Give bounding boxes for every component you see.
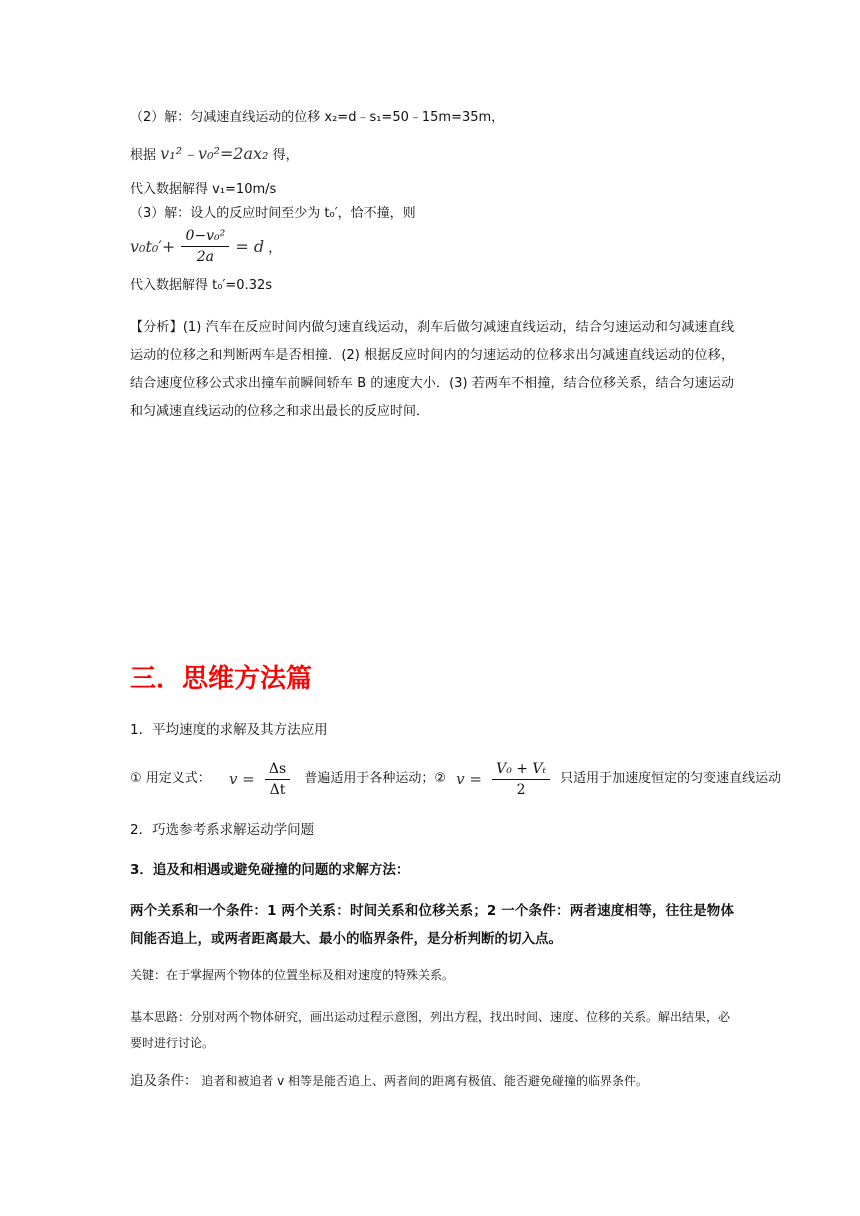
velocity-displacement-formula: v₁²﹣v₀²=2ax₂ — [160, 144, 269, 163]
solution-3-line-3: 代入数据解得 t₀′=0.32s — [130, 278, 273, 293]
definition-prefix: ① 用定义式： — [130, 771, 211, 786]
formula-left: v₀t₀′+ — [130, 237, 176, 256]
definition-denominator: Δt — [269, 781, 286, 798]
average-denominator: 2 — [516, 781, 526, 798]
average-fraction — [492, 759, 550, 800]
analysis-paragraph: 【分析】(1) 汽车在反应时间内做匀速直线运动，刹车后做匀减速直线运动，结合匀速运动和匀减速直线运动的位移之和判断两车是否相撞．(2) 根据反应时间内的匀速运动的位移求出匀减速直线运动的位移，结合速度位移公式求出撞车前瞬间轿车 B 的速度大小．(3) 若两车不相撞，结合位移关系，结合匀速运动和匀减速直线运动的位移之和求出最长的反应时间． — [130, 320, 734, 419]
formula-tail: ， — [268, 241, 282, 256]
item-1-heading: 1．平均速度的求解及其方法应用 — [130, 722, 328, 738]
definition-fraction — [265, 759, 290, 800]
key-paragraph: 关键：在于掌握两个物体的位置坐标及相对速度的特殊关系。 — [130, 968, 455, 982]
definition-numerator: Δs — [265, 759, 290, 780]
approach-paragraph: 基本思路：分别对两个物体研究，画出运动过程示意图，列出方程，找出时间、速度、位移的关系。解出结果，必要时进行讨论。 — [130, 1010, 731, 1050]
condition-label: 追及条件： — [130, 1073, 198, 1089]
reaction-time-formula — [130, 226, 281, 266]
item-3-heading: 3．追及和相遇或避免碰撞的问题的求解方法： — [130, 862, 410, 878]
two-relations-paragraph: 两个关系和一个条件：1 两个关系：时间关系和位移关系；2 一个条件：两者速度相等，往往是物体间能否追上，或两者距离最大、最小的临界条件，是分析判断的切入点。 — [130, 903, 734, 947]
condition-text: 追者和被追者 v 相等是能否追上、两者间的距离有极值、能否避免碰撞的临界条件。 — [201, 1074, 649, 1088]
solution-2-line-3: 代入数据解得 v₁=10m/s — [130, 182, 277, 197]
average-suffix-text: 只适用于加速度恒定的匀变速直线运动 — [560, 771, 782, 786]
definition-middle-text: 普遍适用于各种运动；② — [304, 771, 446, 786]
solution-2-prefix: 根据 — [130, 148, 157, 163]
formula-right: = d — [235, 237, 265, 256]
formula-numerator: 0−v₀² — [181, 226, 229, 247]
solution-2-line-2 — [130, 144, 299, 166]
section-title: 三．思维方法篇 — [130, 664, 313, 694]
average-v: v = — [456, 770, 482, 788]
condition-paragraph — [130, 1070, 734, 1092]
item-2-heading: 2．巧选参考系求解运动学问题 — [130, 822, 315, 838]
average-numerator: V₀ + Vₜ — [492, 759, 550, 780]
solution-3-line-1: （3）解：设人的反应时间至少为 t₀′，恰不撞，则 — [130, 206, 416, 221]
definition-v: v = — [228, 770, 255, 788]
solution-2-suffix: 得， — [272, 148, 299, 163]
average-velocity-formulas — [130, 756, 781, 802]
solution-2-line-1: （2）解：匀减速直线运动的位移 x₂=d﹣s₁=50﹣15m=35m， — [130, 110, 505, 125]
formula-fraction — [181, 226, 229, 267]
formula-denominator: 2a — [196, 249, 214, 265]
